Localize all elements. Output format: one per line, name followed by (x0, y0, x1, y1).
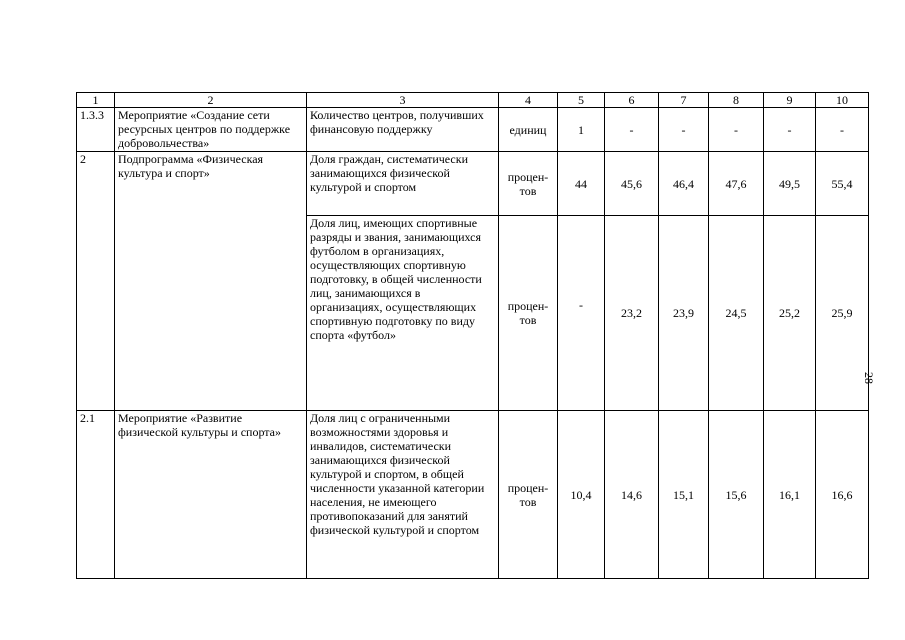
header-cell: 1 (77, 93, 115, 108)
table-row (77, 152, 869, 216)
value-cell: 25,2 (764, 216, 816, 411)
value-cell: 16,6 (816, 411, 869, 579)
value-cell: 23,2 (605, 216, 659, 411)
value-cell: 46,4 (659, 152, 709, 216)
header-cell: 6 (605, 93, 659, 108)
indicator-name: Доля лиц с ограниченными возможностями здоровья и инвалидов, систематически занимающихся физической культурой и спортом, в общей численности указанной категории населения, не имеющего противопоказаний для занятий физической культурой и спортом (307, 411, 499, 579)
header-cell: 4 (499, 93, 558, 108)
indicators-table (76, 92, 869, 579)
value-cell: 15,1 (659, 411, 709, 579)
value-cell: 14,6 (605, 411, 659, 579)
value-cell: - (558, 216, 605, 411)
value-cell: - (605, 108, 659, 152)
row-number: 2 (77, 152, 115, 411)
value-cell: 45,6 (605, 152, 659, 216)
row-number: 2.1 (77, 411, 115, 579)
page-number: 28 (862, 372, 876, 384)
indicator-name: Доля граждан, систематически занимающихся физической культурой и спортом (307, 152, 499, 216)
value-cell: 47,6 (709, 152, 764, 216)
header-cell: 3 (307, 93, 499, 108)
unit-cell: единиц (499, 108, 558, 152)
value-cell: - (659, 108, 709, 152)
indicator-name: Количество центров, получивших финансовую поддержку (307, 108, 499, 152)
header-cell: 5 (558, 93, 605, 108)
unit-cell: процен-тов (499, 152, 558, 216)
value-cell: 16,1 (764, 411, 816, 579)
value-cell: 15,6 (709, 411, 764, 579)
header-cell: 2 (115, 93, 307, 108)
value-cell: 23,9 (659, 216, 709, 411)
value-cell: 25,9 (816, 216, 869, 411)
header-row (77, 93, 869, 108)
unit-cell: процен-тов (499, 411, 558, 579)
value-cell: - (709, 108, 764, 152)
header-cell: 9 (764, 93, 816, 108)
table-row (77, 411, 869, 579)
value-cell: 10,4 (558, 411, 605, 579)
header-cell: 10 (816, 93, 869, 108)
unit-cell: процен-тов (499, 216, 558, 411)
value-cell: 55,4 (816, 152, 869, 216)
value-cell: 44 (558, 152, 605, 216)
value-cell: 49,5 (764, 152, 816, 216)
value-cell: 1 (558, 108, 605, 152)
table-row (77, 108, 869, 152)
event-name: Подпрограмма «Физическая культура и спорт» (115, 152, 307, 411)
value-cell: - (816, 108, 869, 152)
row-number: 1.3.3 (77, 108, 115, 152)
event-name: Мероприятие «Развитие физической культуры и спорта» (115, 411, 307, 579)
event-name: Мероприятие «Создание сети ресурсных центров по поддержке добровольчества» (115, 108, 307, 152)
value-cell: - (764, 108, 816, 152)
value-cell: 24,5 (709, 216, 764, 411)
header-cell: 8 (709, 93, 764, 108)
indicator-name: Доля лиц, имеющих спортивные разряды и звания, занимающихся футболом в организациях, осуществляющих спортивную подготовку, в общей численности лиц, занимающихся в организациях, осуществляющих спортивную подготовку по виду спорта «футбол» (307, 216, 499, 411)
header-cell: 7 (659, 93, 709, 108)
